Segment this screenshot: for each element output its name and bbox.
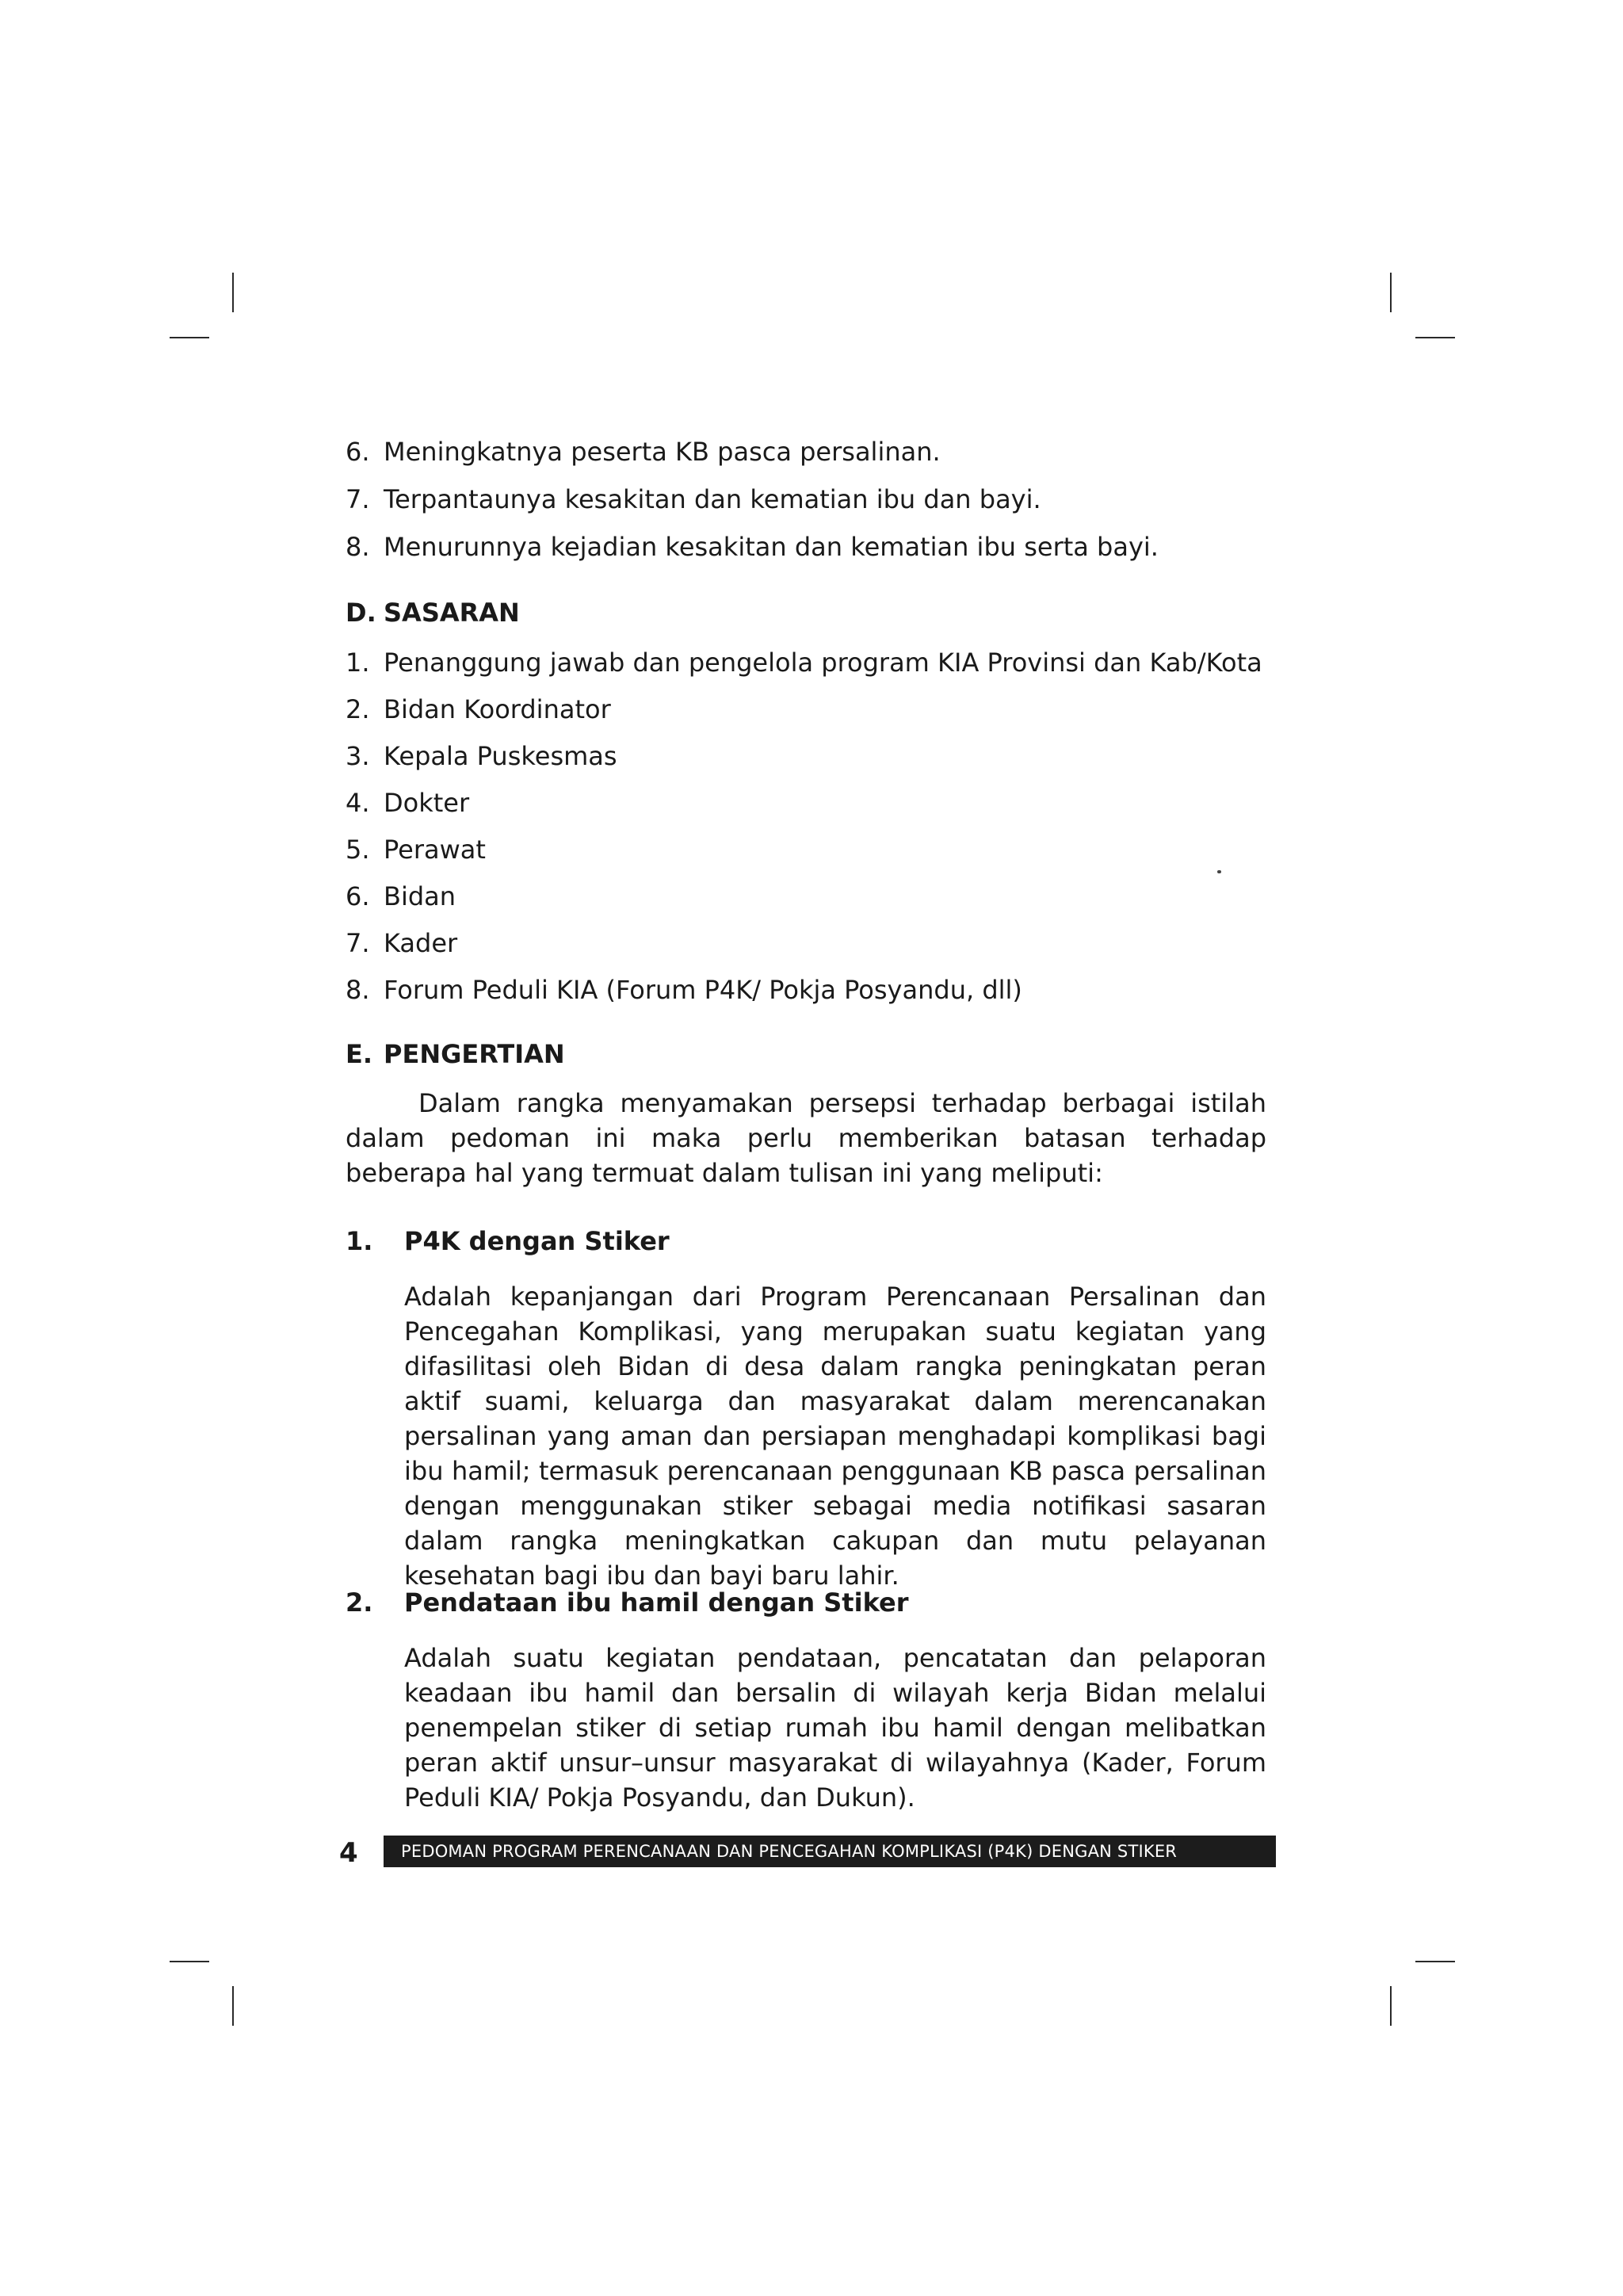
subsection-body: Adalah kepanjangan dari Program Perencanaan Persalinan dan Pencegahan Komplikasi, yang merupakan suatu kegiatan yang difasilitasi oleh Bidan di desa dalam rangka peningkatan peran aktif suami, keluarga dan masyarakat dalam merencanakan persalinan yang aman dan persiapan menghadapi komplikasi bagi ibu hamil; termasuk perencanaan penggunaan KB pasca persalinan dengan menggunakan stiker sebagai media notifikasi sasaran dalam rangka meningkatkan cakupan dan mutu pelayanan kesehatan bagi ibu dan bayi baru lahir. [404, 1282, 1266, 1591]
list-item-text: Forum Peduli KIA (Forum P4K/ Pokja Posyandu, dll) [384, 975, 1022, 1005]
list-item-text: Kader [384, 928, 458, 958]
list-item-number: 3. [346, 741, 370, 771]
subsection-body: Adalah suatu kegiatan pendataan, pencatatan dan pelaporan keadaan ibu hamil dan bersalin di wilayah kerja Bidan melalui penempelan stiker di setiap rumah ibu hamil dengan melibatkan peran aktif unsur–unsur masyarakat di wilayahnya (Kader, Forum Peduli KIA/ Pokja Posyandu, dan Dukun). [404, 1643, 1266, 1813]
section-letter: E. [346, 1039, 373, 1069]
subsection-heading [346, 1587, 908, 1618]
crop-mark-top-left-horizontal [170, 337, 209, 338]
subsection-title: Pendataan ibu hamil dengan Stiker [404, 1587, 909, 1618]
running-footer: PEDOMAN PROGRAM PERENCANAAN DAN PENCEGAHAN KOMPLIKASI (P4K) DENGAN STIKER [384, 1836, 1276, 1867]
list-item-text: Penanggung jawab dan pengelola program KIA Provinsi dan Kab/Kota [384, 648, 1262, 678]
list-item-number: 6. [346, 881, 370, 911]
list-item-number: 1. [346, 648, 370, 678]
list-item [346, 693, 611, 725]
subsection-number: 1. [346, 1226, 373, 1256]
list-item-number: 6. [346, 437, 370, 467]
crop-mark-top-right-vertical [1390, 273, 1392, 312]
crop-mark-bottom-left-horizontal [170, 1961, 209, 1962]
list-item-text: Perawat [384, 835, 486, 865]
list-item-number: 8. [346, 532, 370, 562]
section-title: SASARAN [384, 598, 520, 628]
list-item-text: Menurunnya kejadian kesakitan dan kematian ibu serta bayi. [384, 532, 1159, 562]
list-item-text: Bidan Koordinator [384, 694, 611, 724]
list-item [346, 436, 941, 468]
list-item-number: 5. [346, 835, 370, 865]
list-item-number: 8. [346, 975, 370, 1005]
section-intro-paragraph: Dalam rangka menyamakan persepsi terhadap berbagai istilah dalam pedoman ini maka perlu memberikan batasan terhadap beberapa hal yang termuat dalam tulisan ini yang meliputi: [346, 1088, 1266, 1188]
list-item [346, 647, 1262, 678]
list-item [346, 881, 456, 912]
list-item [346, 531, 1159, 563]
list-item-text: Kepala Puskesmas [384, 741, 617, 771]
scan-speck [1217, 870, 1221, 873]
crop-mark-top-right-horizontal [1415, 337, 1455, 338]
list-item [346, 834, 486, 865]
list-item-text: Bidan [384, 881, 456, 911]
list-item-number: 2. [346, 694, 370, 724]
list-item [346, 927, 457, 959]
subsection-number: 2. [346, 1587, 373, 1618]
crop-mark-top-left-vertical [232, 273, 234, 312]
list-item-number: 7. [346, 928, 370, 958]
section-heading-sasaran [346, 597, 520, 628]
list-item-text: Terpantaunya kesakitan dan kematian ibu dan bayi. [384, 484, 1041, 514]
list-item-number: 7. [346, 484, 370, 514]
section-heading-pengertian [346, 1038, 565, 1070]
crop-mark-bottom-right-vertical [1390, 1986, 1392, 2026]
subsection-title: P4K dengan Stiker [404, 1226, 670, 1256]
list-item [346, 483, 1041, 515]
subsection-heading [346, 1225, 670, 1257]
list-item-text: Dokter [384, 788, 470, 818]
crop-mark-bottom-right-horizontal [1415, 1961, 1455, 1962]
list-item-text: Meningkatnya peserta KB pasca persalinan. [384, 437, 941, 467]
list-item-number: 4. [346, 788, 370, 818]
list-item [346, 974, 1022, 1006]
crop-mark-bottom-left-vertical [232, 1986, 234, 2026]
page-number: 4 [339, 1837, 358, 1869]
section-letter: D. [346, 598, 376, 628]
list-item [346, 787, 469, 819]
section-title: PENGERTIAN [384, 1039, 565, 1069]
list-item [346, 740, 617, 772]
